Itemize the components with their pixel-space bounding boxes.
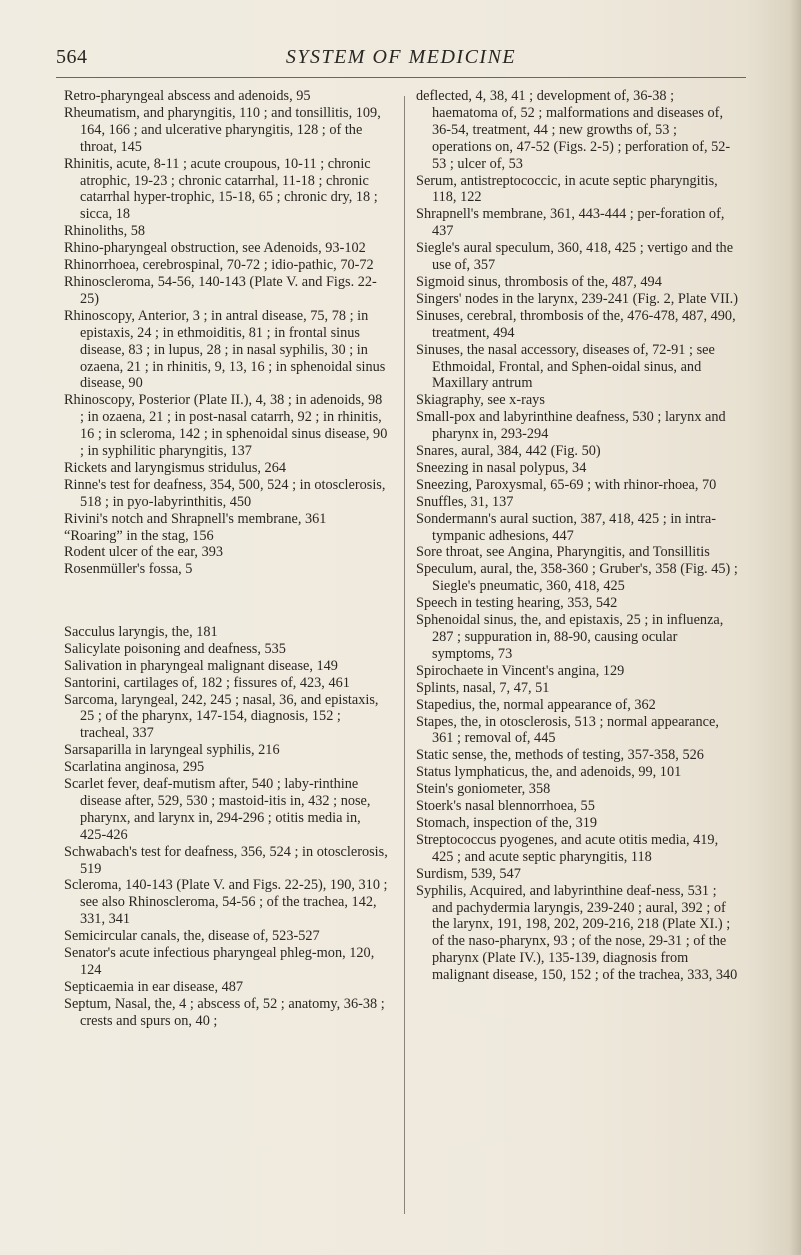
- index-entry: Retro-pharyngeal abscess and adenoids, 95: [64, 88, 311, 104]
- running-title: SYSTEM OF MEDICINE: [285, 46, 517, 68]
- index-entry: Scarlatina anginosa, 295: [64, 759, 205, 776]
- index-entry: Rhinoscopy, Anterior, 3 ; in antral disease, 75, 78 ; in epistaxis, 24 ; in ethmoiditis, 81 ; in frontal sinus disease, 83 ; in lupus, 28 ; in nasal syphilis, 30 ; in ozaena, 21 ; in rhinitis, 9, 13, 16 ; in sphenoidal sinus disease, 90: [64, 307, 386, 392]
- index-entry: Santorini, cartilages of, 182 ; fissures of, 423, 461: [64, 674, 350, 691]
- index-entry: Septum, Nasal, the, 4 ; abscess of, 52 ; anatomy, 36-38 ; crests and spurs on, 40 ;: [64, 995, 385, 1029]
- index-entry: Salicylate poisoning and deafness, 535: [64, 640, 286, 657]
- index-entry: Sacculus laryngis, the, 181: [64, 623, 218, 640]
- page-number: 564: [56, 46, 88, 68]
- index-entry: Snuffles, 31, 137: [416, 493, 514, 510]
- section-gap: [64, 593, 388, 610]
- index-entry: Sinuses, the nasal accessory, diseases of, 72-91 ; see Ethmoidal, Frontal, and Sphen-oidal sinus, and Maxillary antrum: [416, 341, 715, 392]
- index-entry: Spirochaete in Vincent's angina, 129: [416, 662, 625, 679]
- index-entry: Stoerk's nasal blennorrhoea, 55: [416, 798, 595, 815]
- index-entry: Shrapnell's membrane, 361, 443-444 ; per-foration of, 437: [416, 206, 725, 240]
- index-entry: Rhinoscleroma, 54-56, 140-143 (Plate V. and Figs. 22-25): [64, 273, 377, 307]
- index-entry: Sarcoma, laryngeal, 242, 245 ; nasal, 36, and epistaxis, 25 ; of the pharynx, 147-154, diagnosis, 152 ; tracheal, 337: [64, 691, 379, 742]
- index-column-right: [416, 88, 740, 984]
- index-entry: Semicircular canals, the, disease of, 523-527: [64, 928, 320, 945]
- index-entry: Scleroma, 140-143 (Plate V. and Figs. 22-25), 190, 310 ; see also Rhinoscleroma, 54-56 ; of the trachea, 142, 331, 341: [64, 877, 388, 928]
- index-entry: Sore throat, see Angina, Pharyngitis, and Tonsillitis: [416, 544, 710, 561]
- index-entry: Sphenoidal sinus, the, and epistaxis, 25 ; in influenza, 287 ; suppuration in, 88-90, causing ocular symptoms, 73: [416, 612, 724, 662]
- index-entry: Stapes, the, in otosclerosis, 513 ; normal appearance, 361 ; removal of, 445: [416, 713, 719, 747]
- header-rule: [56, 77, 746, 78]
- index-entry: Streptococcus pyogenes, and acute otitis media, 419, 425 ; and acute septic pharyngitis, 118: [416, 831, 719, 865]
- index-entry: Splints, nasal, 7, 47, 51: [416, 679, 550, 696]
- index-entry: Rhinitis, acute, 8-11 ; acute croupous, 10-11 ; chronic atrophic, 19-23 ; chronic catarrhal, 11-18 ; chronic catarrhal hyper-trophic, 15-18, 65 ; chronic dry, 18 ; sicca, 18: [64, 155, 378, 223]
- index-entry: Rhinorrhoea, cerebrospinal, 70-72 ; idio-pathic, 70-72: [64, 257, 374, 274]
- index-entry: deflected, 4, 38, 41 ; development of, 36-38 ; haematoma of, 52 ; malformations and diseases of, 36-54, treatment, 44 ; new growths of, 53 ; operations on, 47-52 (Figs. 2-5) ; perforation of, 52-53 ; ulcer of, 53: [416, 88, 731, 172]
- index-entry: Scarlet fever, deaf-mutism after, 540 ; laby-rinthine disease after, 529, 530 ; mastoid-itis in, 432 ; nose, pharynx, and larynx in, 294-296 ; otitis media in, 425-426: [64, 776, 371, 843]
- index-entry: Skiagraphy, see x-rays: [416, 392, 545, 409]
- index-entry: Senator's acute infectious pharyngeal phleg-mon, 120, 124: [64, 945, 375, 978]
- index-entry: Rinne's test for deafness, 354, 500, 524 ; in otosclerosis, 518 ; in pyo-labyrinthitis, 450: [64, 476, 386, 510]
- column-divider: [404, 96, 405, 1214]
- index-entry: Snares, aural, 384, 442 (Fig. 50): [416, 443, 601, 460]
- index-entry: Sondermann's aural suction, 387, 418, 425 ; in intra-tympanic adhesions, 447: [416, 510, 716, 544]
- index-entry: Small-pox and labyrinthine deafness, 530 ; larynx and pharynx in, 293-294: [416, 409, 726, 443]
- index-entry: Schwabach's test for deafness, 356, 524 ; in otosclerosis, 519: [64, 843, 388, 877]
- index-entry: Singers' nodes in the larynx, 239-241 (Fig. 2, Plate VII.): [416, 290, 738, 307]
- index-entry: Syphilis, Acquired, and labyrinthine deaf-ness, 531 ; and pachydermia laryngis, 239-240 ; aural, 392 ; of the larynx, 191, 198, 202, 209-216, 218 (Plate XI.) ; of the naso-pharynx, 93 ; of the nose, 29-31 ; of the pharynx (Plate IV.), 135-139, diagnosis from malignant disease, 150, 152 ; of the trachea, 333, 340: [416, 882, 738, 984]
- page-edge-shadow: [789, 0, 801, 1255]
- page-header: [56, 38, 746, 74]
- index-entry: Rhinoliths, 58: [64, 223, 146, 240]
- index-entry: Static sense, the, methods of testing, 357-358, 526: [416, 747, 704, 764]
- index-entry: Surdism, 539, 547: [416, 865, 521, 882]
- index-entry: Sigmoid sinus, thrombosis of the, 487, 494: [416, 273, 662, 290]
- index-entry: Sinuses, cerebral, thrombosis of the, 476-478, 487, 490, treatment, 494: [416, 307, 736, 341]
- index-entry: Rhino-pharyngeal obstruction, see Adenoids, 93-102: [64, 240, 366, 257]
- index-column-left: [64, 88, 388, 1030]
- index-entry: “Roaring” in the stag, 156: [64, 527, 214, 544]
- index-entry: Sneezing, Paroxysmal, 65-69 ; with rhinor-rhoea, 70: [416, 476, 717, 493]
- index-entry: Rodent ulcer of the ear, 393: [64, 544, 224, 561]
- index-entry: Stapedius, the, normal appearance of, 362: [416, 696, 656, 713]
- index-entry: Rhinoscopy, Posterior (Plate II.), 4, 38 ; in adenoids, 98 ; in ozaena, 21 ; in post-nasal catarrh, 92 ; in rhinitis, 16 ; in scleroma, 142 ; in sphenoidal sinus disease, 90 ; in syphilitic pharyngitis, 137: [64, 392, 388, 460]
- index-entry: Serum, antistreptococcic, in acute septic pharyngitis, 118, 122: [416, 172, 718, 206]
- index-entry: Stomach, inspection of the, 319: [416, 814, 598, 831]
- index-entry: Rivini's notch and Shrapnell's membrane, 361: [64, 510, 327, 527]
- index-entry: Speculum, aural, the, 358-360 ; Gruber's, 358 (Fig. 45) ; Siegle's pneumatic, 360, 418, 425: [416, 561, 738, 595]
- index-entry: Status lymphaticus, the, and adenoids, 99, 101: [416, 764, 682, 781]
- index-entry: Speech in testing hearing, 353, 542: [416, 595, 618, 612]
- index-entry: Rheumatism, and pharyngitis, 110 ; and tonsillitis, 109, 164, 166 ; and ulcerative pharyngitis, 128 ; of the throat, 145: [64, 104, 381, 155]
- index-entry: Rickets and laryngismus stridulus, 264: [64, 459, 286, 476]
- index-entry: Rosenmüller's fossa, 5: [64, 561, 193, 578]
- index-entry: Stein's goniometer, 358: [416, 781, 551, 798]
- index-entry: Siegle's aural speculum, 360, 418, 425 ; vertigo and the use of, 357: [416, 240, 734, 274]
- index-entry: Septicaemia in ear disease, 487: [64, 978, 244, 995]
- index-entry: Sneezing in nasal polypus, 34: [416, 459, 587, 476]
- index-entry: Sarsaparilla in laryngeal syphilis, 216: [64, 742, 280, 759]
- index-entry: Salivation in pharyngeal malignant disease, 149: [64, 657, 338, 674]
